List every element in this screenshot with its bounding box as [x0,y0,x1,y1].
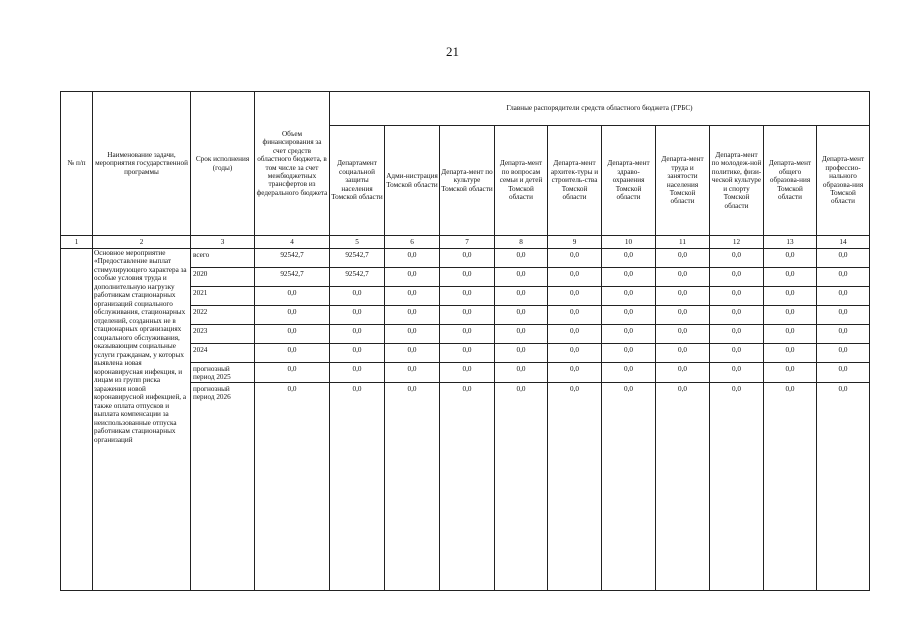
department-value-cell: 0,0 [764,287,817,306]
column-number-row [61,236,870,249]
department-value-cell: 0,0 [495,344,548,363]
header-row-main [61,92,870,126]
department-value-cell: 0,0 [330,344,385,363]
header-department: Департа-мент по вопросам семьи и детей Томской области [495,126,548,236]
header-department: Департа-мент профессио-нального образова-ния Томской области [817,126,870,236]
department-value-cell: 0,0 [440,344,495,363]
volume-cell: 0,0 [255,363,330,383]
column-number: 14 [817,236,870,249]
department-value-cell: 0,0 [764,325,817,344]
department-value-cell: 0,0 [817,382,870,590]
volume-cell: 0,0 [255,306,330,325]
department-value-cell: 0,0 [710,325,764,344]
volume-cell: 0,0 [255,325,330,344]
task-description: Основное мероприятие «Предоставление выплат стимулирующего характера за особые условия труда и дополнительную нагрузку работникам стационарных организаций социального обслуживания, стационарных отделений, созданных не в стационарных организациях социального обслуживания, оказывающим социальные услуги гражданам, у которых выявлена новая коронавирусная инфекция, и лицам из групп риска заражения новой коронавирусной инфекцией, а также оплата отпусков и выплата компенсации за неиспользованные отпуска работникам стационарных организаций [93,249,191,591]
department-value-cell: 0,0 [385,382,440,590]
department-value-cell: 0,0 [440,325,495,344]
department-value-cell: 0,0 [602,306,656,325]
department-value-cell: 0,0 [330,363,385,383]
header-department: Департа-мент по культуре Томской области [440,126,495,236]
department-value-cell: 0,0 [330,306,385,325]
department-value-cell: 0,0 [440,268,495,287]
department-value-cell: 0,0 [764,249,817,268]
department-value-cell: 0,0 [385,268,440,287]
column-number: 8 [495,236,548,249]
department-value-cell: 0,0 [548,306,602,325]
header-department: Департа-мент архитек-туры и строитель-ства Томской области [548,126,602,236]
department-value-cell: 0,0 [602,344,656,363]
column-number: 7 [440,236,495,249]
department-value-cell: 0,0 [710,363,764,383]
department-value-cell: 0,0 [602,382,656,590]
header-task: Наименование задачи, мероприятия государственной программы [93,92,191,236]
department-value-cell: 0,0 [548,268,602,287]
row-number-cell [61,249,93,591]
department-value-cell: 0,0 [764,382,817,590]
department-value-cell: 0,0 [602,363,656,383]
department-value-cell: 0,0 [817,344,870,363]
table-row [61,249,870,268]
column-number: 6 [385,236,440,249]
period-cell: прогнозный период 2026 [191,382,255,590]
department-value-cell: 0,0 [710,287,764,306]
column-number: 9 [548,236,602,249]
department-value-cell: 0,0 [764,344,817,363]
department-value-cell: 0,0 [710,249,764,268]
period-cell: всего [191,249,255,268]
department-value-cell: 0,0 [385,287,440,306]
header-department: Департа-мент здраво-охранения Томской области [602,126,656,236]
department-value-cell: 0,0 [656,344,710,363]
header-department: Департа-мент общего образова-ния Томской области [764,126,817,236]
header-num: № п/п [61,92,93,236]
department-value-cell: 0,0 [764,268,817,287]
department-value-cell: 0,0 [656,306,710,325]
column-number: 4 [255,236,330,249]
department-value-cell: 0,0 [710,344,764,363]
header-department: Департамент социальной защиты населения Томской области [330,126,385,236]
department-value-cell: 0,0 [495,363,548,383]
period-cell: 2020 [191,268,255,287]
department-value-cell: 0,0 [817,325,870,344]
period-cell: 2022 [191,306,255,325]
department-value-cell: 0,0 [656,382,710,590]
header-department: Департа-мент труда и занятости населения Томской области [656,126,710,236]
department-value-cell: 0,0 [385,325,440,344]
department-value-cell: 0,0 [656,363,710,383]
column-number: 10 [602,236,656,249]
department-value-cell: 0,0 [548,249,602,268]
department-value-cell: 0,0 [440,287,495,306]
column-number: 11 [656,236,710,249]
department-value-cell: 0,0 [548,344,602,363]
department-value-cell: 0,0 [602,249,656,268]
department-value-cell: 0,0 [440,306,495,325]
department-value-cell: 0,0 [817,249,870,268]
header-department: Адми-нистрация Томской области [385,126,440,236]
column-number: 12 [710,236,764,249]
period-cell: 2023 [191,325,255,344]
department-value-cell: 0,0 [495,325,548,344]
department-value-cell: 0,0 [817,306,870,325]
department-value-cell: 0,0 [495,306,548,325]
period-cell: 2021 [191,287,255,306]
period-cell: 2024 [191,344,255,363]
header-grbs: Главные распорядители средств областного бюджета (ГРБС) [330,92,870,126]
department-value-cell: 0,0 [764,306,817,325]
page-number: 21 [446,44,459,59]
department-value-cell: 92542,7 [330,268,385,287]
volume-cell: 0,0 [255,344,330,363]
department-value-cell: 0,0 [385,344,440,363]
department-value-cell: 0,0 [656,325,710,344]
department-value-cell: 0,0 [385,306,440,325]
department-value-cell: 0,0 [817,268,870,287]
column-number: 3 [191,236,255,249]
department-value-cell: 0,0 [330,382,385,590]
department-value-cell: 0,0 [330,287,385,306]
department-value-cell: 0,0 [548,325,602,344]
department-value-cell: 0,0 [495,287,548,306]
column-number: 2 [93,236,191,249]
department-value-cell: 0,0 [495,249,548,268]
department-value-cell: 0,0 [548,363,602,383]
department-value-cell: 0,0 [817,363,870,383]
department-value-cell: 0,0 [495,268,548,287]
department-value-cell: 0,0 [440,249,495,268]
header-department: Департа-мент по молодеж-ной политике, физи-ческой культуре и спорту Томской области [710,126,764,236]
department-value-cell: 0,0 [710,382,764,590]
department-value-cell: 92542,7 [330,249,385,268]
department-value-cell: 0,0 [548,382,602,590]
period-cell: прогнозный период 2025 [191,363,255,383]
column-number: 1 [61,236,93,249]
department-value-cell: 0,0 [440,363,495,383]
department-value-cell: 0,0 [764,363,817,383]
department-value-cell: 0,0 [602,325,656,344]
header-volume: Объем финансирования за счет средств областного бюджета, в том числе за счет межбюджетных трансфертов из федерального бюджета [255,92,330,236]
column-number: 5 [330,236,385,249]
department-value-cell: 0,0 [495,382,548,590]
column-number: 13 [764,236,817,249]
department-value-cell: 0,0 [602,268,656,287]
department-value-cell: 0,0 [656,249,710,268]
department-value-cell: 0,0 [710,268,764,287]
department-value-cell: 0,0 [602,287,656,306]
department-value-cell: 0,0 [385,249,440,268]
volume-cell: 0,0 [255,287,330,306]
department-value-cell: 0,0 [548,287,602,306]
volume-cell: 92542,7 [255,249,330,268]
volume-cell: 0,0 [255,382,330,590]
department-value-cell: 0,0 [385,363,440,383]
department-value-cell: 0,0 [656,268,710,287]
department-value-cell: 0,0 [330,325,385,344]
budget-table [60,91,870,591]
department-value-cell: 0,0 [817,287,870,306]
department-value-cell: 0,0 [440,382,495,590]
volume-cell: 92542,7 [255,268,330,287]
department-value-cell: 0,0 [656,287,710,306]
department-value-cell: 0,0 [710,306,764,325]
header-term: Срок исполнения (годы) [191,92,255,236]
